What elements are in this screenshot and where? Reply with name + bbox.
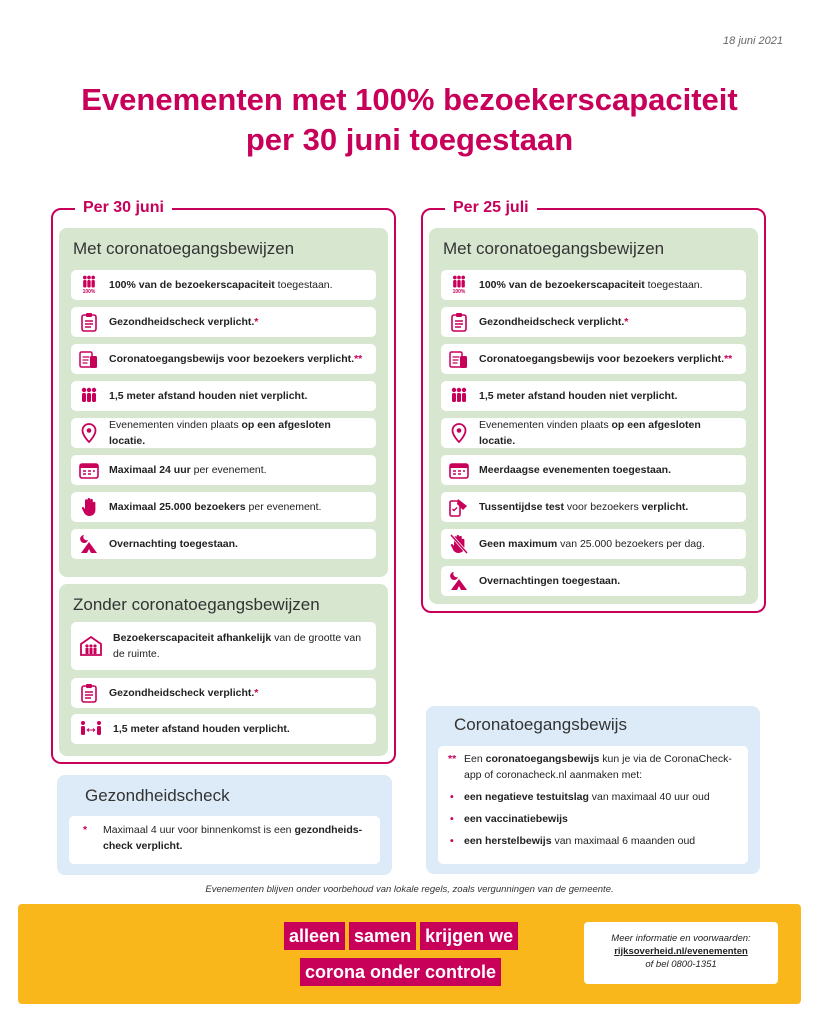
left-met-card-text: Evenementen vinden plaats op een afgesloten locatie. — [109, 419, 331, 447]
right-met-card — [441, 270, 746, 300]
website-link[interactable]: rijksoverheid.nl/evenementen — [614, 946, 748, 957]
distance-people-icon — [79, 719, 103, 739]
tent-moon-icon — [449, 571, 469, 591]
phone-document-icon — [79, 349, 99, 369]
campaign-banner — [18, 904, 801, 1004]
title-line-2: per 30 juni toegestaan — [245, 122, 574, 157]
asterisk: * — [83, 824, 88, 836]
ctb-note: ** Een coronatoegangsbewijs kun je via de CoronaCheck-app of coronacheck.nl aanmaken met: • een negatieve testuitslag van maximaal 40 uur oud • een vaccinatiebewijs • een herstelbewijs van maximaal 6 maanden oud — [438, 746, 748, 864]
right-met-card-text: Tussentijdse test voor bezoekers verplicht. — [479, 501, 689, 513]
ctb-bullet-item: • een vaccinatiebewijs — [438, 808, 740, 830]
left-met-card-text: Overnachting toegestaan. — [109, 538, 238, 550]
calendar-icon — [79, 460, 99, 480]
right-met-card-text: Overnachtingen toegestaan. — [479, 575, 621, 587]
clipboard-icon — [79, 312, 99, 332]
hand-icon — [79, 497, 99, 517]
right-met-card — [441, 566, 746, 596]
people-icon: 100% — [449, 275, 469, 295]
left-panel — [51, 199, 396, 764]
right-met-card — [441, 381, 746, 411]
left-zonder-card — [71, 714, 376, 744]
right-met-card — [441, 418, 746, 448]
location-pin-icon — [449, 423, 469, 443]
people-icon: 100% — [79, 275, 99, 295]
tent-moon-icon — [79, 534, 99, 554]
left-met-card-text: 100% van de bezoekerscapaciteit toegestaan. — [109, 279, 333, 291]
left-met-card — [71, 529, 376, 559]
gezondheidscheck-box — [57, 775, 392, 875]
left-met-card-text: Coronatoegangsbewijs voor bezoekers verplicht.** — [109, 353, 363, 365]
left-met-title: Met coronatoegangsbewijzen — [73, 239, 295, 258]
right-met-card — [441, 307, 746, 337]
right-panel-label: Per 25 juli — [445, 197, 537, 219]
calendar-icon — [449, 460, 469, 480]
right-panel — [421, 199, 766, 613]
left-zonder-card — [71, 678, 376, 708]
clipboard-icon — [79, 683, 99, 703]
left-zonder-card — [71, 622, 376, 670]
right-met-title: Met coronatoegangsbewijzen — [443, 239, 665, 258]
right-met-section — [429, 228, 758, 604]
hand-crossed-icon — [449, 534, 469, 554]
right-met-card-text: Coronatoegangsbewijs voor bezoekers verplicht.** — [479, 353, 733, 365]
left-met-card — [71, 492, 376, 522]
gezondheidscheck-note: * Maximaal 4 uur voor binnenkomst is een gezondheids-check verplicht. — [69, 816, 380, 864]
phone-document-icon — [449, 349, 469, 369]
location-pin-icon — [79, 423, 99, 443]
test-phone-icon — [449, 497, 469, 517]
slogan-word: krijgen we — [420, 922, 518, 950]
date: 18 juni 2021 — [723, 35, 783, 47]
right-met-card — [441, 455, 746, 485]
right-met-card — [441, 344, 746, 374]
ctb-title: Coronatoegangsbewijs — [454, 715, 627, 734]
right-met-card-text: Evenementen vinden plaats op een afgesloten locatie. — [479, 419, 701, 447]
left-zonder-title: Zonder coronatoegangsbewijzen — [73, 595, 320, 614]
clipboard-icon — [449, 312, 469, 332]
ctb-text: Een coronatoegangsbewijs kun je via de CoronaCheck-app of coronacheck.nl aanmaken met: — [464, 753, 732, 781]
info-box: Meer informatie en voorwaarden: rijksoverheid.nl/evenementen of bel 0800-1351 — [584, 922, 778, 984]
gezondheidscheck-title: Gezondheidscheck — [85, 786, 230, 805]
left-zonder-card-text: 1,5 meter afstand houden verplicht. — [113, 723, 290, 735]
left-panel-label: Per 30 juni — [75, 197, 172, 219]
left-met-card-text: Gezondheidscheck verplicht.* — [109, 316, 259, 328]
left-met-card — [71, 270, 376, 300]
left-zonder-card-text: Gezondheidscheck verplicht.* — [109, 687, 259, 699]
slogan-word: corona onder controle — [300, 958, 501, 986]
left-zonder-section — [59, 584, 388, 756]
right-met-card-text: Meerdaagse evenementen toegestaan. — [479, 464, 671, 476]
left-met-card-text: Maximaal 24 uur per evenement. — [109, 464, 267, 476]
right-met-card — [441, 529, 746, 559]
title-line-1: Evenementen met 100% bezoekerscapaciteit — [81, 82, 738, 117]
left-met-card-text: 1,5 meter afstand houden niet verplicht. — [109, 390, 308, 402]
right-met-card-text: Geen maximum van 25.000 bezoekers per dag. — [479, 538, 705, 550]
left-met-card — [71, 307, 376, 337]
people-icon — [449, 386, 469, 406]
right-met-card-text: Gezondheidscheck verplicht.* — [479, 316, 629, 328]
left-met-card-text: Maximaal 25.000 bezoekers per evenement. — [109, 501, 322, 513]
right-met-card-text: 1,5 meter afstand houden niet verplicht. — [479, 390, 678, 402]
left-met-card — [71, 344, 376, 374]
left-met-section — [59, 228, 388, 577]
ctb-box — [426, 706, 760, 874]
left-zonder-card-text: Bezoekerscapaciteit afhankelijk van de grootte van de ruimte. — [113, 632, 362, 660]
slogan-word: samen — [349, 922, 416, 950]
left-met-card — [71, 418, 376, 448]
footnote: Evenementen blijven onder voorbehoud van lokale regels, zoals vergunningen van de gemeente. — [205, 884, 614, 895]
ctb-bullets — [438, 786, 740, 852]
ctb-bullet-item: • een herstelbewijs van maximaal 6 maanden oud — [438, 830, 740, 852]
ctb-bullet-item: • een negatieve testuitslag van maximaal 40 uur oud — [438, 786, 740, 808]
left-met-card — [71, 455, 376, 485]
left-met-card — [71, 381, 376, 411]
slogan-word: alleen — [284, 922, 345, 950]
page-title — [0, 80, 819, 160]
house-people-icon — [79, 636, 103, 656]
right-met-card — [441, 492, 746, 522]
people-icon — [79, 386, 99, 406]
right-met-card-text: 100% van de bezoekerscapaciteit toegestaan. — [479, 279, 703, 291]
